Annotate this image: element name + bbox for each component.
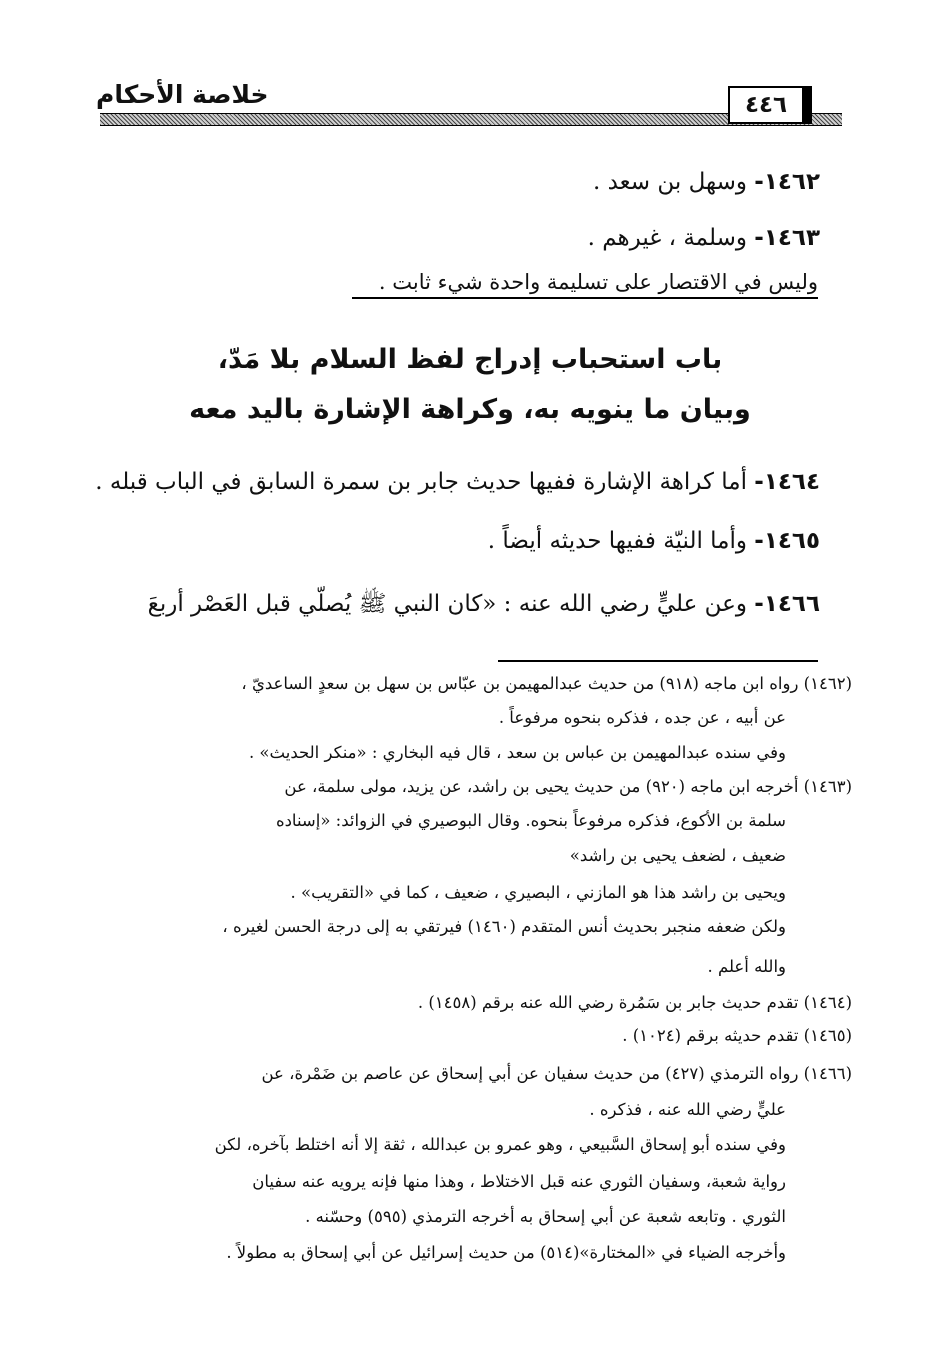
chapter-title-line-1: باب استحباب إدراج لفظ السلام بلا مَدّ، (217, 344, 723, 375)
footnote-line: وفي سنده أبو إسحاق السَّبيعي ، وهو عمرو بن عبدالله ، ثقة إلا أنه اختلط بآخره، لكن (214, 1135, 786, 1154)
footnote-line: عن أبيه ، عن جده ، فذكره بنحوه مرفوعاً . (498, 708, 786, 727)
footnote-line: ويحيى بن راشد هذا هو المازني ، البصيري ، ضعيف ، كما في «التقريب» . (290, 883, 786, 902)
hadith-number: ١٤٦٥- (754, 528, 820, 554)
footnote-line: والله أعلم . (707, 957, 786, 976)
hadith-text: أما كراهة الإشارة ففيها حديث جابر بن سمرة السابق في الباب قبله . (95, 469, 755, 495)
footnote-line: (١٤٦٦) رواه الترمذي (٤٢٧) من حديث سفيان عن أبي إسحاق عن عاصم بن ضَمْرة، عن (261, 1064, 852, 1083)
hadith-text: وعن عليٍّ رضي الله عنه : «كان النبي ﷺ يُصلّي قبل العَصْر أربعَ (147, 591, 755, 617)
hadith-text: وسهل بن سعد . (592, 169, 755, 195)
footnote-line: وفي سنده عبدالمهيمن بن عباس بن سعد ، قال فيه البخاري : «منكر الحديث» . (248, 743, 786, 762)
hadith-number: ١٤٦٤- (754, 469, 820, 495)
footnote-line: (١٤٦٤) تقدم حديث جابر بن سَمُرة رضي الله عنه برقم (١٤٥٨) . (417, 993, 852, 1012)
footnote-line: الثوري . وتابعه شعبة عن أبي إسحاق به أخرجه الترمذي (٥٩٥) وحسّنه . (305, 1207, 786, 1226)
footnote-separator (498, 660, 818, 662)
hadith-text: وسلمة ، غيرهم . (587, 225, 755, 251)
chapter-title-line-2: وبيان ما ينويه به، وكراهة الإشارة باليد معه (189, 394, 751, 425)
footnote-line: (١٤٦٣) أخرجه ابن ماجه (٩٢٠) من حديث يحيى بن راشد، عن يزيد، مولى سلمة، عن (284, 777, 852, 796)
footnote-line: ضعيف ، لضعف يحيى بن راشد» (569, 846, 786, 865)
note-underline (352, 297, 818, 299)
footnote-line: وأخرجه الضياء في «المختارة»(٥١٤) من حديث إسرائيل عن أبي إسحاق به مطولاً . (226, 1243, 786, 1262)
hadith-item-1465 (488, 525, 820, 557)
hadith-item-1462 (593, 166, 820, 198)
footnote-line: عليٍّ رضي الله عنه ، فذكره . (589, 1100, 786, 1119)
hadith-number: ١٤٦٦- (754, 591, 820, 617)
page-number: ٤٤٦ (728, 86, 804, 124)
hadith-item-1464 (95, 466, 820, 498)
footnote-line: سلمة بن الأكوع، فذكره مرفوعاً بنحوه. وقال البوصيري في الزوائد: «إسناده (275, 811, 786, 830)
note-line: وليس في الاقتصار على تسليمة واحدة شيء ثابت . (378, 270, 818, 294)
footnote-line: (١٤٦٢) رواه ابن ماجه (٩١٨) من حديث عبدالمهيمن بن عبّاس بن سهل بن سعدٍ الساعديّ ، (241, 674, 852, 693)
hadith-number: ١٤٦٢- (754, 169, 820, 195)
footnote-line: رواية شعبة، وسفيان الثوري عنه قبل الاختلاط ، وهذا منها فإنه يرويه عنه سفيان (252, 1172, 786, 1191)
hadith-text: وأما النيّة ففيها حديثه أيضاً . (487, 528, 755, 554)
footnote-line: ولكن ضعفه منجبر بحديث أنس المتقدم (١٤٦٠) فيرتقي به إلى درجة الحسن لغيره ، (222, 917, 786, 936)
footnote-line: (١٤٦٥) تقدم حديثه برقم (١٠٢٤) . (622, 1026, 852, 1045)
running-header-title: خلاصة الأحكام (96, 80, 269, 109)
hadith-number: ١٤٦٣- (754, 225, 820, 251)
hadith-item-1466 (148, 588, 820, 620)
hadith-item-1463 (588, 222, 820, 254)
